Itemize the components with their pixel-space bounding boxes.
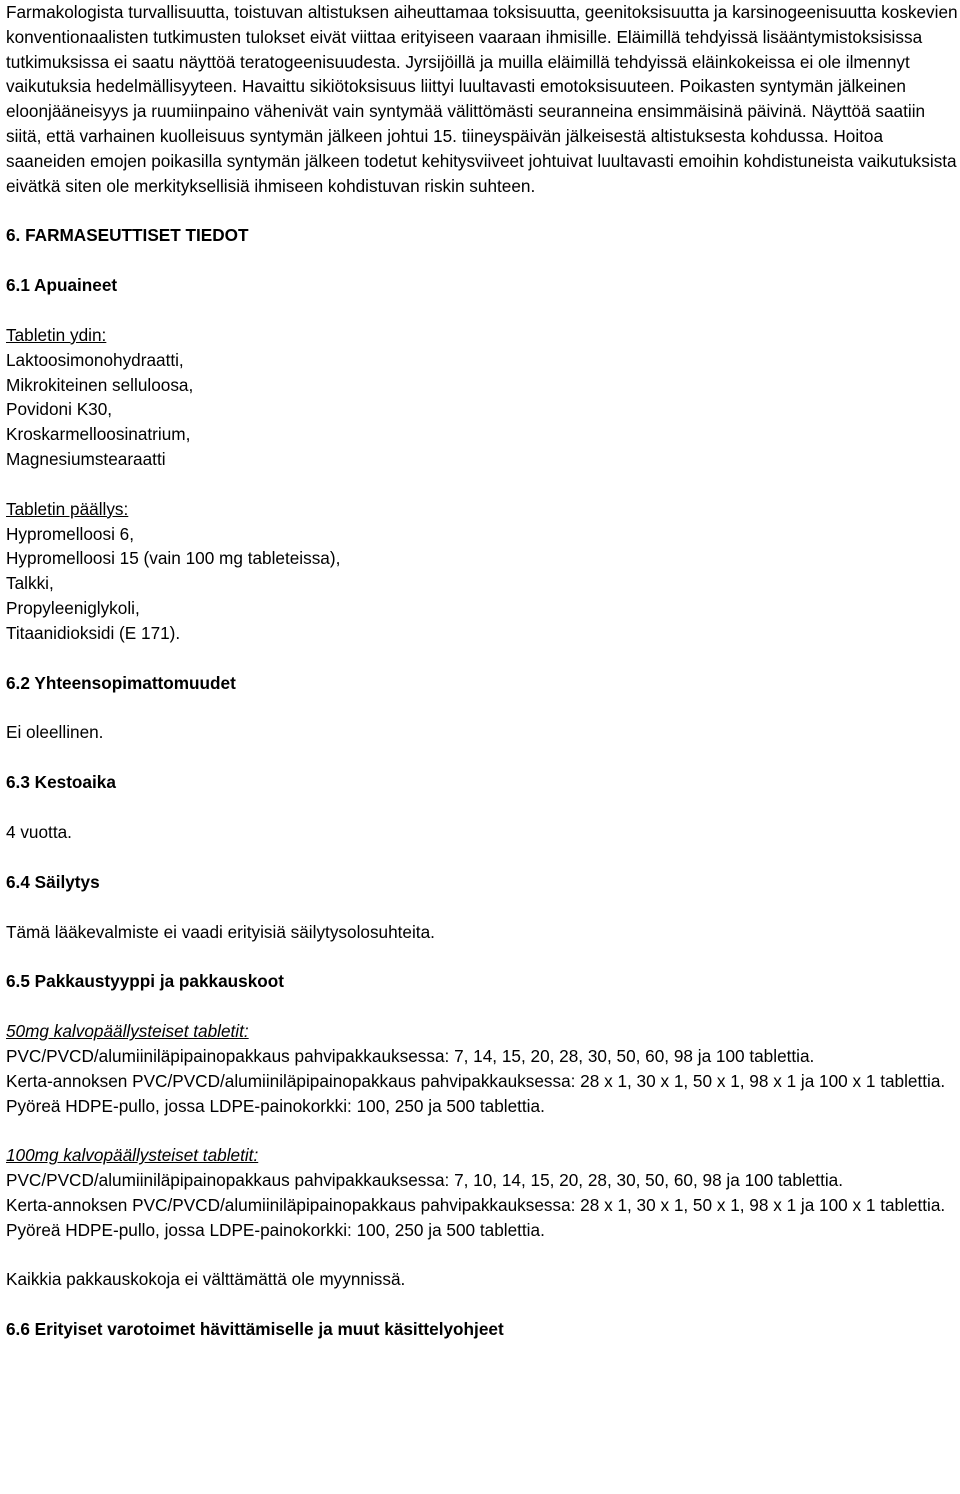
section-6-3-text: 4 vuotta. [6,821,72,842]
core-label: Tabletin ydin: [6,324,107,345]
pack-group-label-50mg: 50mg kalvopäällysteiset tabletit: [6,1021,249,1042]
core-item: Laktoosimonohydraatti, [6,349,184,370]
coating-item: Hypromelloosi 6, [6,523,134,544]
pack-line: Pyöreä HDPE-pullo, jossa LDPE-painokorkki: 100, 250 ja 500 tablettia. [6,1219,545,1240]
section-6-2-heading: 6.2 Yhteensopimattomuudet [6,672,236,693]
section-6-2-text: Ei oleellinen. [6,722,104,743]
pack-line: Kerta-annoksen PVC/PVCD/alumiiniläpipainopakkaus pahvipakkauksessa: 28 x 1, 30 x 1, 50 x 1, 98 x 1 ja 100 x 1 tablettia. [6,1070,946,1091]
pack-line: Pyöreä HDPE-pullo, jossa LDPE-painokorkki: 100, 250 ja 500 tablettia. [6,1095,545,1116]
coating-item: Propyleeniglykoli, [6,597,140,618]
coating-item: Hypromelloosi 15 (vain 100 mg tableteissa), [6,548,341,569]
coating-item: Talkki, [6,573,54,594]
core-list [6,348,960,472]
core-item: Kroskarmelloosinatrium, [6,424,191,445]
section-6-5-heading: 6.5 Pakkaustyyppi ja pakkauskoot [6,971,284,992]
pack-line: Kerta-annoksen PVC/PVCD/alumiiniläpipainopakkaus pahvipakkauksessa: 28 x 1, 30 x 1, 50 x 1, 98 x 1 ja 100 x 1 tablettia. [6,1194,946,1215]
pack-group-label-100mg: 100mg kalvopäällysteiset tabletit: [6,1145,259,1166]
pack-line: PVC/PVCD/alumiiniläpipainopakkaus pahvipakkauksessa: 7, 10, 14, 15, 20, 28, 30, 50, 60, 98 ja 100 tablettia. [6,1170,843,1191]
intro-paragraph: Farmakologista turvallisuutta, toistuvan altistuksen aiheuttamaa toksisuutta, geenitoksisuutta ja karsinogeenisuutta koskevien konventionaalisten tutkimusten tulokset eivät viittaa erityiseen vaaraan ihmisille. Eläimillä tehdyissä lisääntymistoksisissa tutkimuksissa ei saatu näyttöä teratogeenisuudesta. Jyrsijöillä ja muilla eläimillä tehdyissä eläinkokeissa ei ole ilmennyt vaikutuksia hedelmällisyyteen. Havaittu sikiötoksisuus liittyi luultavasti emotoksisuuteen. Poikasten syntymän jälkeinen eloonjääneisyys ja ruumiinpaino vähenivät vain syntymää välittömästi seuranneina ensimmäisinä päivinä. Näyttöä saatiin siitä, että varhainen kuolleisuus syntymän jälkeen johtui 15. tiineyspäivän jälkeisestä altistuksesta kohdussa. Hoitoa saaneiden emojen poikasilla syntymän jälkeen todetut kehitysviiveet johtuivat luultavasti emoihin kohdistuneista vaikutuksista eivätkä siten ole merkityksellisiä ihmiseen kohdistuvan riskin suhteen. [6,2,958,196]
document-page [6,0,960,1342]
section-6-4-text: Tämä lääkevalmiste ei vaadi erityisiä säilytysolosuhteita. [6,921,435,942]
section-6-6-heading: 6.6 Erityiset varotoimet hävittämiselle ja muut käsittelyohjeet [6,1319,504,1340]
core-item: Mikrokiteinen selluloosa, [6,374,194,395]
coating-label: Tabletin päällys: [6,498,129,519]
pack-line: PVC/PVCD/alumiiniläpipainopakkaus pahvipakkauksessa: 7, 14, 15, 20, 28, 30, 50, 60, 98 ja 100 tablettia. [6,1045,815,1066]
core-item: Magnesiumstearaatti [6,448,166,469]
pack-note: Kaikkia pakkauskokoja ei välttämättä ole myynnissä. [6,1269,406,1290]
core-item: Povidoni K30, [6,399,113,420]
section-6-heading: 6. FARMASEUTTISET TIEDOT [6,225,249,246]
coating-item: Titaanidioksidi (E 171). [6,622,181,643]
section-6-1-heading: 6.1 Apuaineet [6,275,118,296]
section-6-4-heading: 6.4 Säilytys [6,871,100,892]
coating-list [6,522,960,646]
section-6-3-heading: 6.3 Kestoaika [6,772,116,793]
